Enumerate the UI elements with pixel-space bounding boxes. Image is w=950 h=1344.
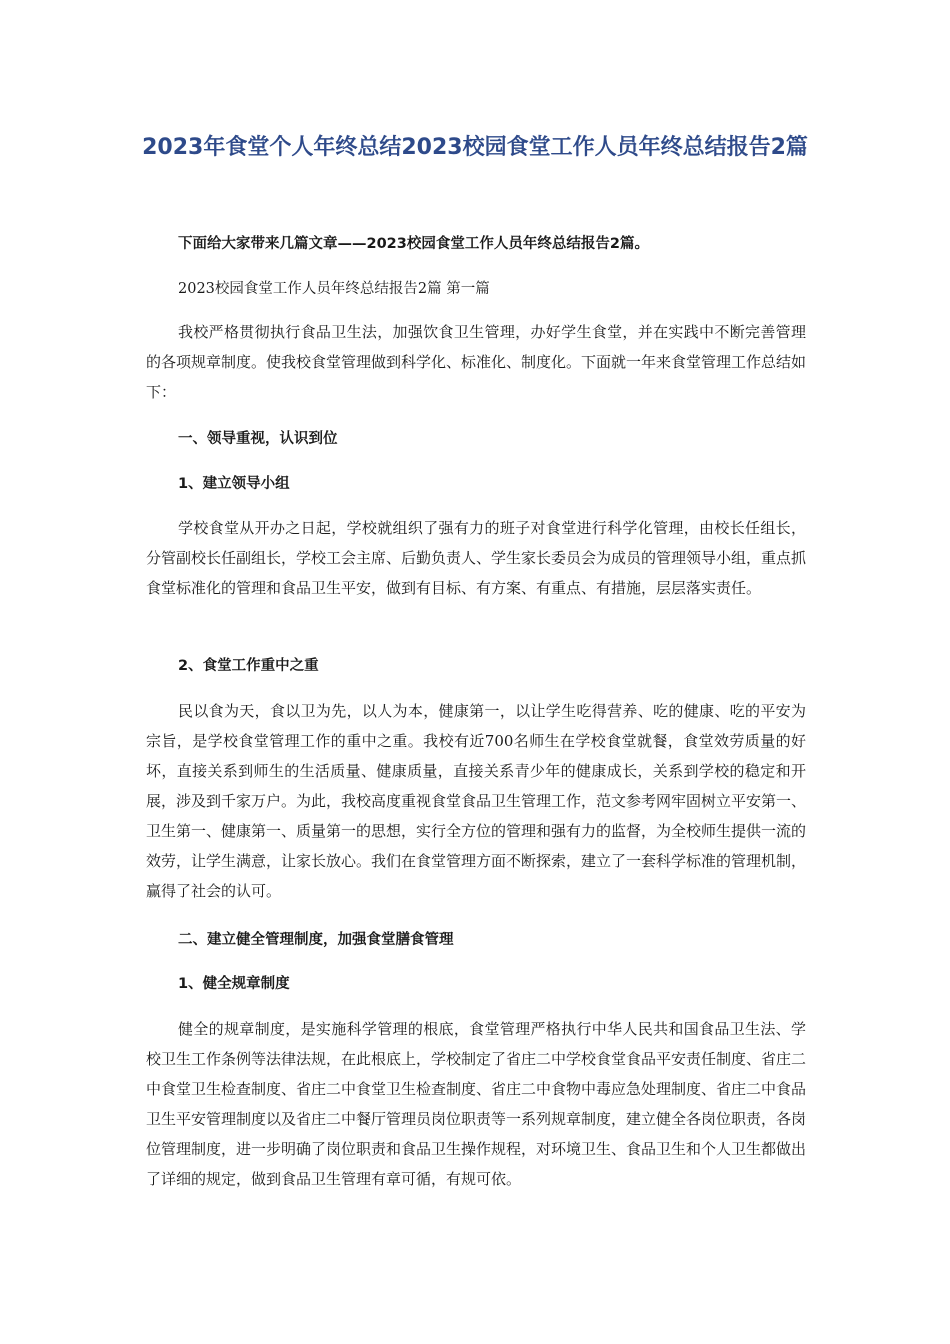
paragraph-4: 健全的规章制度，是实施科学管理的根底，食堂管理严格执行中华人民共和国食品卫生法、学校卫生工作条例等法律法规，在此根底上，学校制定了省庄二中学校食堂食品平安责任制度、省庄二中食堂卫生检查制度、省庄二中食堂卫生检查制度、省庄二中食物中毒应急处理制度、省庄二中食品卫生平安管理制度以及省庄二中餐厅管理员岗位职责等一系列规章制度，建立健全各岗位职责，各岗位管理制度，进一步明确了岗位职责和食品卫生操作规程，对环境卫生、食品卫生和个人卫生都做出了详细的规定，做到食品卫生管理有章可循，有规可依。 xyxy=(146,1020,807,1188)
document-title: 2023年食堂个人年终总结2023校园食堂工作人员年终总结报告2篇 xyxy=(142,135,808,160)
intro-line: 下面给大家带来几篇文章——2023校园食堂工作人员年终总结报告2篇。 xyxy=(178,236,649,252)
paragraph-1: 我校严格贯彻执行食品卫生法，加强饮食卫生管理，办好学生食堂，并在实践中不断完善管理的各项规章制度。使我校食堂管理做到科学化、标准化、制度化。下面就一年来食堂管理工作总结如下： xyxy=(146,323,807,401)
paragraph-2: 学校食堂从开办之日起，学校就组织了强有力的班子对食堂进行科学化管理，由校长任组长，分管副校长任副组长，学校工会主席、后勤负责人、学生家长委员会为成员的管理领导小组，重点抓食堂标准化的管理和食品卫生平安，做到有目标、有方案、有重点、有措施，层层落实责任。 xyxy=(146,519,807,597)
article-subtitle: 2023校园食堂工作人员年终总结报告2篇 第一篇 xyxy=(178,281,490,297)
section-2-1-heading: 1、健全规章制度 xyxy=(178,976,290,992)
section-1-2-heading: 2、食堂工作重中之重 xyxy=(178,658,319,674)
section-2-heading: 二、建立健全管理制度，加强食堂膳食管理 xyxy=(178,932,454,948)
section-1-1-heading: 1、建立领导小组 xyxy=(178,476,290,492)
section-1-heading: 一、领导重视，认识到位 xyxy=(178,431,338,447)
paragraph-3: 民以食为天，食以卫为先，以人为本，健康第一，以让学生吃得营养、吃的健康、吃的平安为宗旨，是学校食堂管理工作的重中之重。我校有近700名师生在学校食堂就餐，食堂效劳质量的好坏，直接关系到师生的生活质量、健康质量，直接关系青少年的健康成长，关系到学校的稳定和开展，涉及到千家万户。为此，我校高度重视食堂食品卫生管理工作，范文参考网牢固树立平安第一、卫生第一、健康第一、质量第一的思想，实行全方位的管理和强有力的监督，为全校师生提供一流的效劳，让学生满意，让家长放心。我们在食堂管理方面不断探索，建立了一套科学标准的管理机制，赢得了社会的认可。 xyxy=(146,702,807,900)
